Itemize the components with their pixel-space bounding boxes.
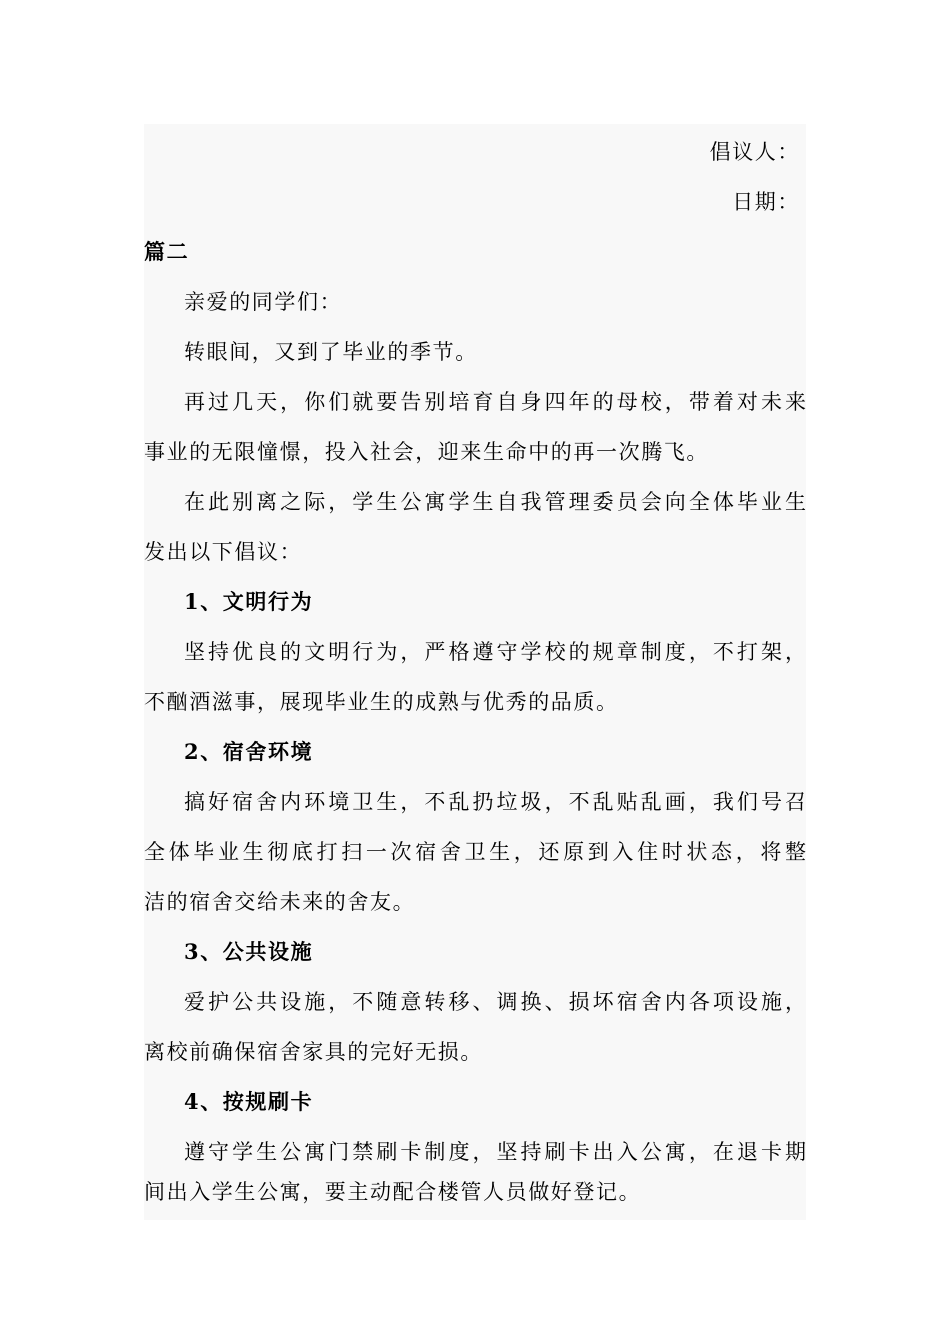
- item-4-line-1: 遵守学生公寓门禁刷卡制度，坚持刷卡出入公寓，在退卡期: [184, 1140, 806, 1164]
- item-2-line-2: 全体毕业生彻底打扫一次宿舍卫生，还原到入住时状态，将整: [144, 840, 806, 864]
- section-title: 篇二: [144, 239, 190, 264]
- intro-paragraph-2-line-1: 再过几天，你们就要告别培育自身四年的母校，带着对未来: [184, 390, 806, 414]
- item-heading-1: 1、文明行为: [184, 589, 314, 614]
- item-1-line-2: 不酗酒滋事，展现毕业生的成熟与优秀的品质。: [144, 690, 619, 714]
- intro-paragraph-2-line-2: 事业的无限憧憬，投入社会，迎来生命中的再一次腾飞。: [144, 440, 709, 464]
- greeting: 亲爱的同学们：: [184, 290, 343, 314]
- item-2-line-3: 洁的宿舍交给未来的舍友。: [144, 890, 416, 914]
- initiator-label: 倡议人：: [709, 140, 800, 164]
- intro-paragraph-3-line-1: 在此别离之际，学生公寓学生自我管理委员会向全体毕业生: [184, 490, 806, 514]
- intro-paragraph-3-line-2: 发出以下倡议：: [144, 540, 303, 564]
- item-2-line-1: 搞好宿舍内环境卫生，不乱扔垃圾，不乱贴乱画，我们号召: [184, 790, 806, 814]
- document-body: [144, 124, 806, 1220]
- item-3-line-1: 爱护公共设施，不随意转移、调换、损坏宿舍内各项设施，: [184, 990, 806, 1014]
- intro-paragraph-1: 转眼间，又到了毕业的季节。: [184, 340, 478, 364]
- item-3-line-2: 离校前确保宿舍家具的完好无损。: [144, 1040, 483, 1064]
- item-4-line-2: 间出入学生公寓，要主动配合楼管人员做好登记。: [144, 1180, 642, 1204]
- date-label: 日期：: [732, 190, 800, 214]
- item-heading-3: 3、公共设施: [184, 939, 314, 964]
- item-heading-4: 4、按规刷卡: [184, 1089, 314, 1114]
- item-heading-2: 2、宿舍环境: [184, 739, 314, 764]
- item-1-line-1: 坚持优良的文明行为，严格遵守学校的规章制度，不打架，: [184, 640, 806, 664]
